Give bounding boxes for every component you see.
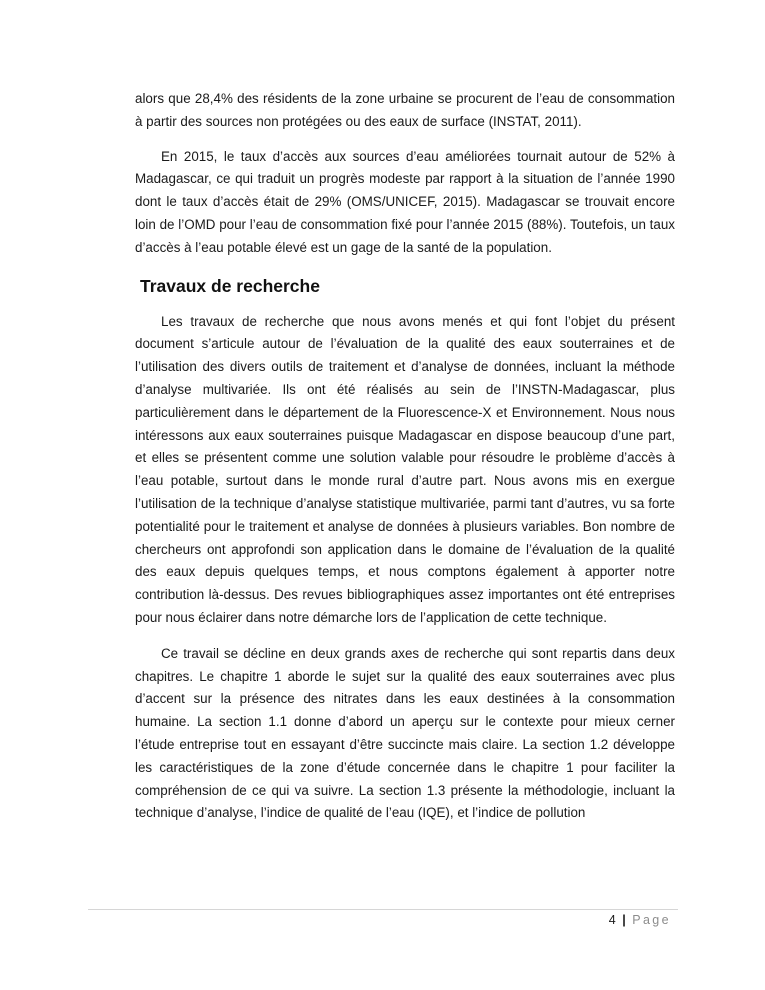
paragraph-water-access-2015: En 2015, le taux d’accès aux sources d’eau améliorées tournait autour de 52% à Madagascar, ce qui traduit un progrès modeste par rapport à la situation de l’année 1990 dont le taux d’accès était de 29% (OMS/UNICEF, 2015). Madagascar se trouvait encore loin de l’OMD pour l’eau de consommation fixé pour l’année 2015 (88%). Toutefois, un taux d’accès à l’eau potable élevé est un gage de la santé de la population.	[135, 148, 675, 255]
page-number: 4	[608, 913, 616, 927]
page-label: Page	[632, 913, 671, 927]
paragraph-work-structure: Ce travail se décline en deux grands axes de recherche qui sont repartis dans deux chapitres. Le chapitre 1 aborde le sujet sur la qualité des eaux souterraines avec plus d’accent sur la présence des nitrates dans les eaux destinées à la consommation humaine. La section 1.1 donne d’abord un aperçu sur le contexte pour mieux cerner l’étude entreprise tout en essayant d’être succincte mais claire. La section 1.2 développe les caractéristiques de la zone d’étude concernée dans le chapitre 1 pour faciliter la compréhension de ce qui va suivre. La section 1.3 présente la méthodologie, incluant la technique d’analyse, l’indice de qualité de l’eau (IQE), et l’indice de pollution	[135, 645, 675, 821]
paragraph-research-work: Les travaux de recherche que nous avons menés et qui font l’objet du présent document s’articule autour de l’évaluation de la qualité des eaux souterraines et de l’utilisation des divers outils de traitement et d’analyse de données, incluant la méthode d’analyse multivariée. Ils ont été réalisés au sein de l’INSTN-Madagascar, plus particulièrement dans le département de la Fluorescence-X et Environnement. Nous nous intéressons aux eaux souterraines puisque Madagascar en dispose beaucoup d’une part, et elles se présentent comme une solution valable pour résoudre le problème d’accès à l’eau potable, surtout dans le monde rural d’autre part. Nous avons mis en exergue l’utilisation de la technique d’analyse statistique multivariée, parmi tant d’autres, vu sa forte potentialité pour le traitement et analyse de données à plusieurs variables. Bon nombre de chercheurs ont approfondi son application dans le domaine de l’évaluation de la qualité des eaux depuis quelques temps, et nous comptons également à apporter notre contribution là-dessus. Des revues bibliographiques assez importantes ont été entreprises pour nous éclairer dans notre démarche lors de l’application de cette technique.	[135, 313, 675, 625]
footer-divider	[88, 909, 678, 910]
footer-separator: |	[622, 913, 626, 927]
paragraph-urban-water-sources: alors que 28,4% des résidents de la zone urbaine se procurent de l’eau de consommation à partir des sources non protégées ou des eaux de surface (INSTAT, 2011).	[135, 91, 675, 129]
section-heading-travaux: Travaux de recherche	[140, 275, 320, 296]
page-footer	[609, 911, 671, 929]
document-body	[135, 88, 675, 825]
